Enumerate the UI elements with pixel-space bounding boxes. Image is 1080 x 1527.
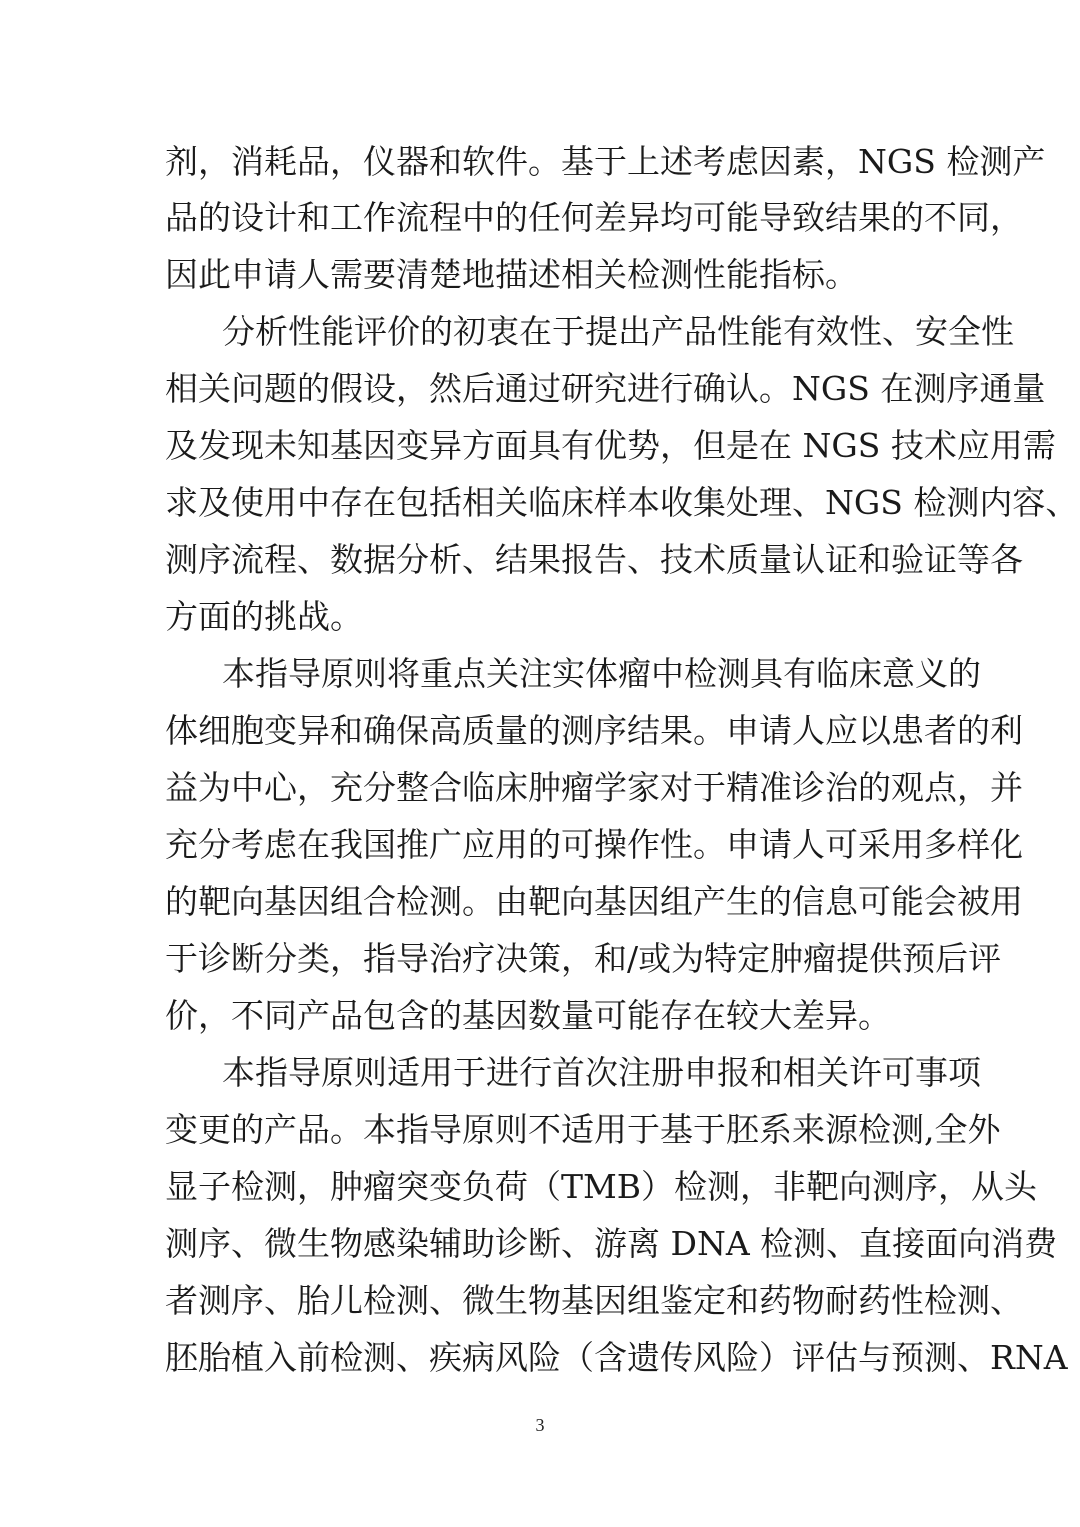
text-line: 相关问题的假设，然后通过研究进行确认。NGS 在测序通量 xyxy=(165,369,1046,408)
text-line: 剂，消耗品，仪器和软件。基于上述考虑因素，NGS 检测产 xyxy=(165,142,1046,181)
text-line: 体细胞变异和确保高质量的测序结果。申请人应以患者的利 xyxy=(165,711,1023,750)
page-number: 3 xyxy=(535,1415,545,1435)
text-line: 胚胎植入前检测、疾病风险（含遗传风险）评估与预测、RNA xyxy=(165,1338,1068,1377)
text-line: 价，不同产品包含的基因数量可能存在较大差异。 xyxy=(165,996,891,1035)
text-line: 品的设计和工作流程中的任何差异均可能导致结果的不同， xyxy=(165,198,1023,237)
text-line: 及发现未知基因变异方面具有优势，但是在 NGS 技术应用需 xyxy=(165,426,1056,465)
text-line: 测序、微生物感染辅助诊断、游离 DNA 检测、直接面向消费 xyxy=(165,1224,1058,1263)
text-line: 的靶向基因组合检测。由靶向基因组产生的信息可能会被用 xyxy=(165,882,1023,921)
text-line: 因此申请人需要清楚地描述相关检测性能指标。 xyxy=(165,255,858,294)
text-line: 充分考虑在我国推广应用的可操作性。申请人可采用多样化 xyxy=(165,825,1023,864)
text-line: 变更的产品。本指导原则不适用于基于胚系来源检测,全外 xyxy=(165,1110,1001,1149)
text-line: 求及使用中存在包括相关临床样本收集处理、NGS 检测内容、 xyxy=(165,483,1079,522)
paragraph-first-line: 本指导原则适用于进行首次注册申报和相关许可事项 xyxy=(222,1053,981,1092)
text-line: 于诊断分类，指导治疗决策，和/或为特定肿瘤提供预后评 xyxy=(165,939,1002,978)
text-line: 测序流程、数据分析、结果报告、技术质量认证和验证等各 xyxy=(165,540,1023,579)
paragraph-first-line: 本指导原则将重点关注实体瘤中检测具有临床意义的 xyxy=(222,654,981,693)
text-line: 显子检测，肿瘤突变负荷（TMB）检测，非靶向测序，从头 xyxy=(165,1167,1038,1206)
paragraph-first-line: 分析性能评价的初衷在于提出产品性能有效性、安全性 xyxy=(222,312,1014,351)
text-line: 者测序、胎儿检测、微生物基因组鉴定和药物耐药性检测、 xyxy=(165,1281,1023,1320)
text-line: 益为中心，充分整合临床肿瘤学家对于精准诊治的观点，并 xyxy=(165,768,1023,807)
text-line: 方面的挑战。 xyxy=(165,597,363,636)
